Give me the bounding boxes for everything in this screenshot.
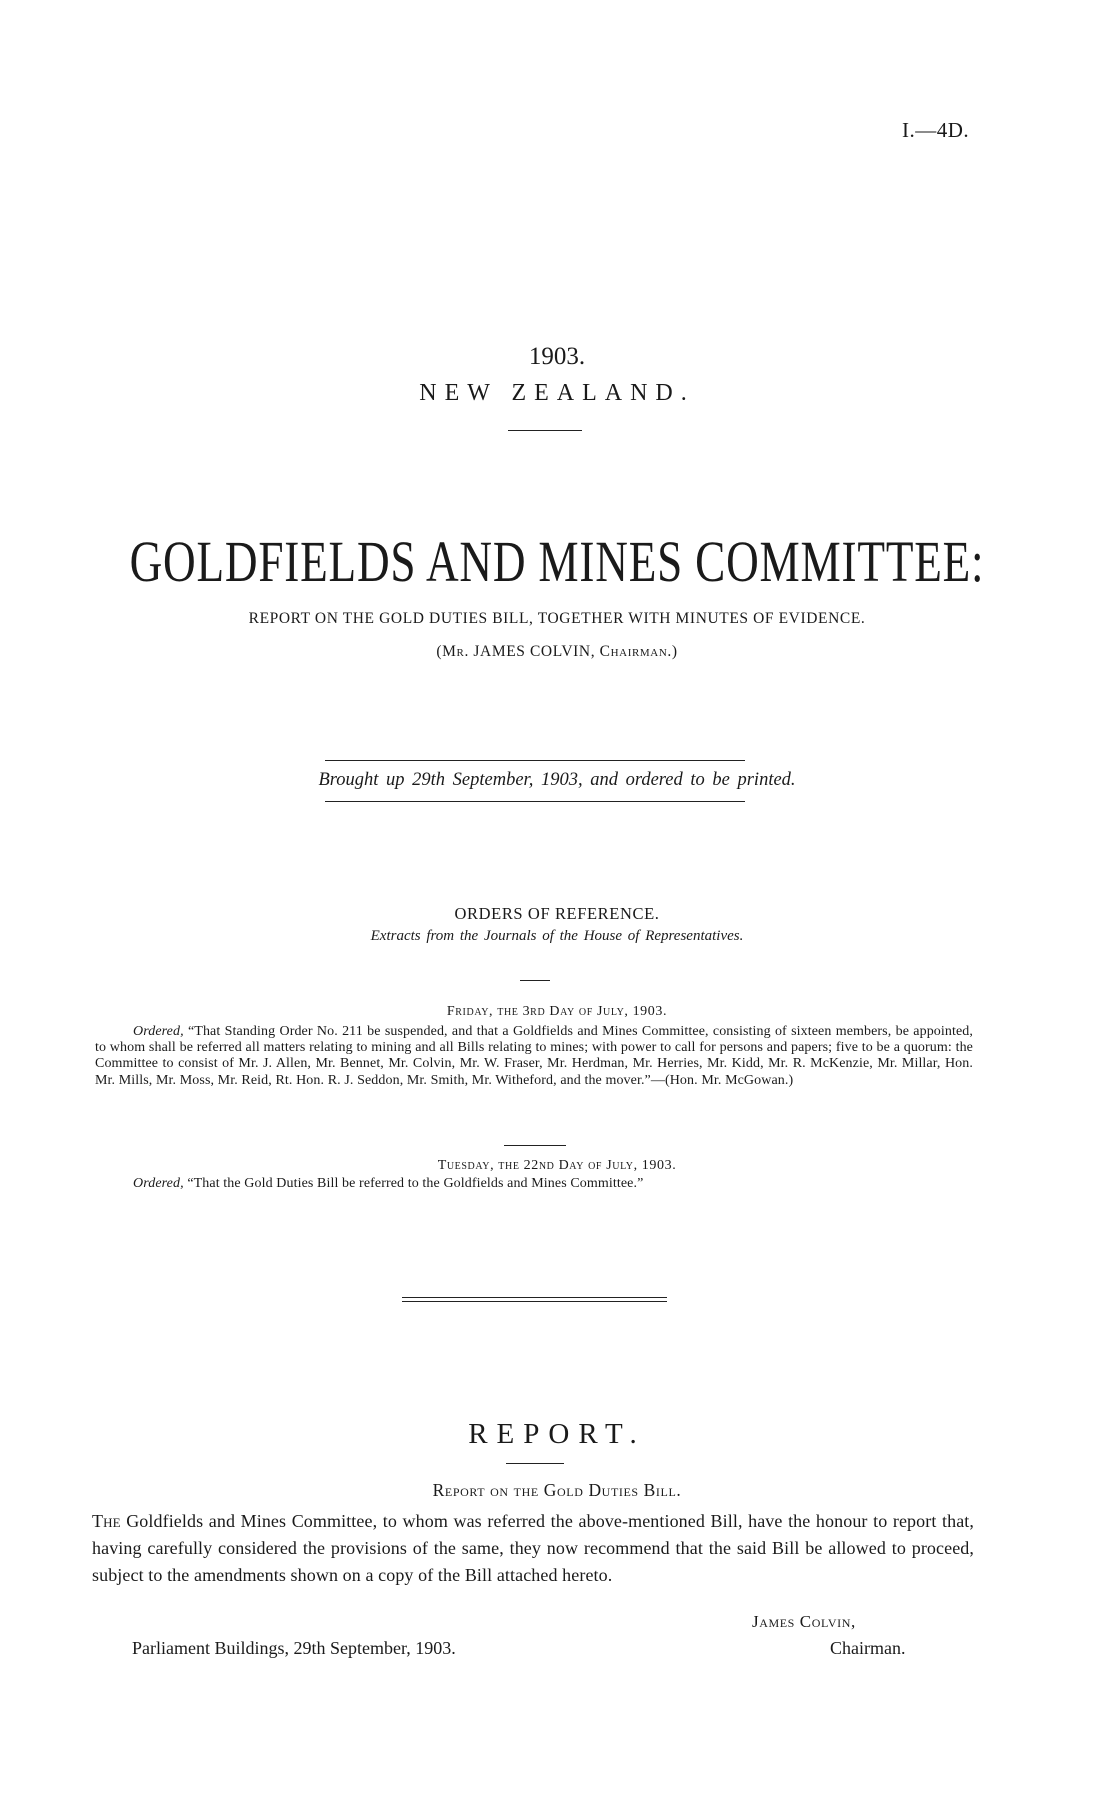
divider [506,1463,564,1464]
report-body-text: Goldfields and Mines Committee, to whom was referred the above-mentioned Bill, have the honour to report that, having carefully considered the provisions of the same, they now recommend that the said Bill be allowed to proceed, subject to the amendments shown on a copy of the Bill attached hereto. [92,1511,974,1585]
orders-heading: ORDERS OF REFERENCE. [454,904,660,923]
divider [325,801,745,802]
chairman-line: (Mr. JAMES COLVIN, Chairman.) [436,643,678,660]
signatory-title: Chairman. [830,1638,906,1658]
signatory: James Colvin, [752,1612,856,1631]
page-title: GOLDFIELDS AND MINES COMMITTEE: [129,529,985,594]
friday-order [95,1024,973,1089]
tuesday-order-text: “That the Gold Duties Bill be referred to the Goldfields and Mines Committee.” [187,1176,644,1191]
subtitle: REPORT ON THE GOLD DUTIES BILL, TOGETHER WITH MINUTES OF EVIDENCE. [248,610,866,627]
divider [504,1145,566,1146]
divider [520,980,550,981]
friday-date: Friday, the 3rd Day of July, 1903. [446,1004,668,1019]
ordered-label: Ordered, [133,1176,184,1191]
double-rule [402,1297,667,1298]
year: 1903. [528,343,586,370]
double-rule [402,1301,667,1302]
document-number: I.—4D. [902,118,970,142]
report-subheading: Report on the Gold Duties Bill. [432,1480,682,1500]
brought-up-line: Brought up 29th September, 1903, and ordered to be printed. [318,770,796,790]
report-body [92,1508,974,1589]
country: NEW ZEALAND. [419,380,695,406]
ordered-label: Ordered, [133,1024,184,1039]
divider [508,430,582,431]
divider [325,760,745,761]
tuesday-date: Tuesday, the 22nd Day of July, 1903. [437,1158,677,1173]
lead-word: The [92,1511,121,1531]
tuesday-order [95,1176,973,1192]
report-heading: REPORT. [468,1418,646,1450]
place-date: Parliament Buildings, 29th September, 1903. [132,1638,456,1658]
orders-subheading: Extracts from the Journals of the House of Representatives. [370,928,744,944]
friday-order-text: “That Standing Order No. 211 be suspended, and that a Goldfields and Mines Committee, consisting of sixteen members, be appointed, to whom shall be referred all matters relating to mining and all Bills relating to mines; with power to call for persons and papers; five to be a quorum: the Committee to consist of Mr. J. Allen, Mr. Bennet, Mr. Colvin, Mr. W. Fraser, Mr. Herdman, Mr. Herries, Mr. Kidd, Mr. R. McKenzie, Mr. Millar, Hon. Mr. Mills, Mr. Moss, Mr. Reid, Rt. Hon. R. J. Seddon, Mr. Smith, Mr. Witheford, and the mover.”—(Hon. Mr. McGowan.) [95,1024,973,1088]
